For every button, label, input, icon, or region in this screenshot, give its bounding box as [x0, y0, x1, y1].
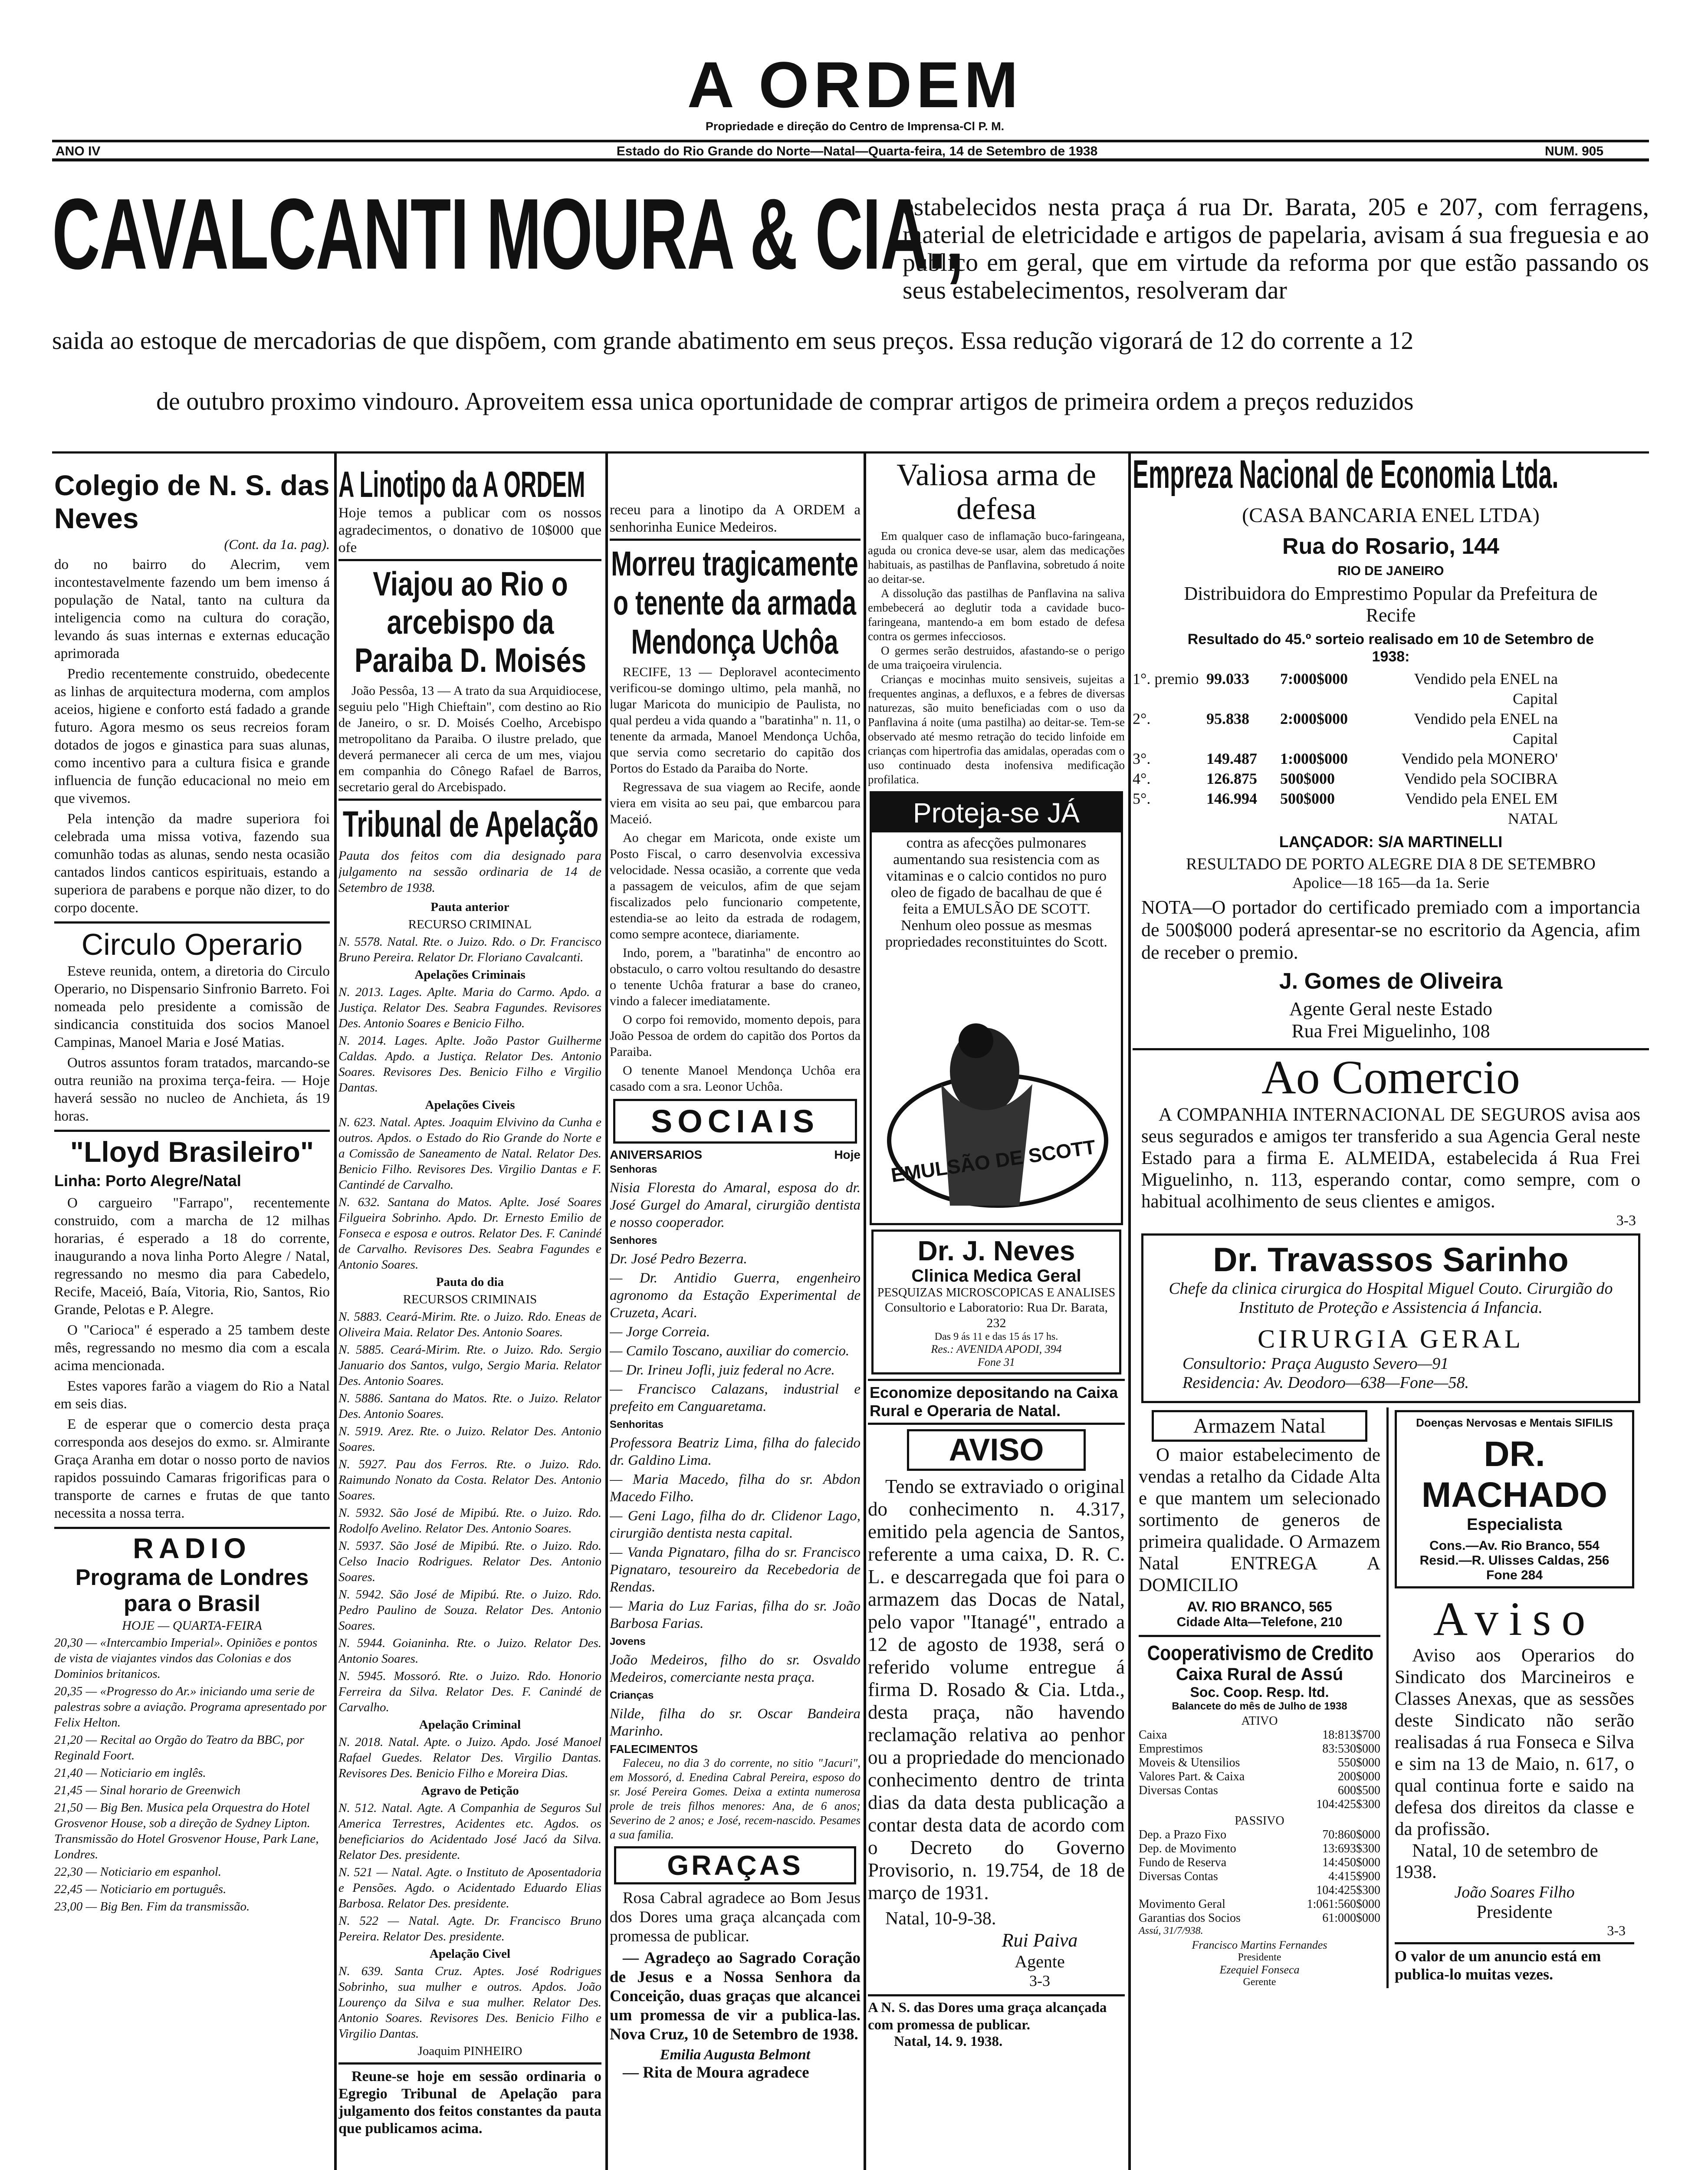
- neves-hours: Das 9 ás 11 e das 15 ás 17 hs.: [934, 1331, 1058, 1342]
- tribunal-item: N. 521 — Natal. Agte. o Instituto de Aposentadoria e Pensões. Agdo. o Acidentado Eduardo Elias Barbosa. Relator Des. presidente.: [338, 1865, 601, 1910]
- coop-subtitle-2: Soc. Coop. Resp. ltd.: [1190, 1684, 1329, 1700]
- gomes-role: Agente Geral neste Estado: [1289, 998, 1492, 1019]
- scott-brand: EMULSÃO DE SCOTT: [890, 1135, 1097, 1187]
- tribunal-item: N. 2014. Lages. Aplte. João Pastor Guilherme Caldas. Apdo. a Justiça. Relator Des. Antonio Soares. Revisores Des. Benicio Filho e Virgilio Dantas.: [338, 1034, 601, 1095]
- ativo-row: Emprestimos 83:530$000: [1139, 1742, 1380, 1756]
- radio-item: 21,40 — Noticiario em inglês.: [54, 1766, 206, 1780]
- passivo-row: Garantias dos Socios 61:000$000: [1139, 1911, 1380, 1925]
- empresa-title: Empreza Nacional de Economia Ltda.: [1133, 452, 1559, 496]
- neves-consultorio: Consultorio e Laboratorio: Rua Dr. Barata, 232: [884, 1300, 1108, 1330]
- comercio-text: A COMPANHIA INTERNACIONAL DE SEGUROS avisa aos seus segurados e amigos ter transferido a sua Agencia Geral neste Estado para a firma E. ALMEIDA, estabelecida á Rua Frei Miguelinho, n. 113, esperando contar, como sempre, com o habitual acolhimento de seus clientes e amigos.: [1141, 1105, 1640, 1212]
- ativo-row: Caixa 18:813$700: [1139, 1728, 1380, 1742]
- radio-item: 21,45 — Sinal horario de Greenwich: [54, 1783, 241, 1797]
- tribunal-item: Apelações Criminais: [414, 968, 526, 982]
- tribunal-item: N. 5945. Mossoró. Rte. o Juizo. Rdo. Honorio Ferreira da Silva. Relator Des. F. Canindé de Carvalho.: [338, 1669, 601, 1714]
- newspaper-title: A ORDEM: [687, 48, 1023, 121]
- tribunal-item: Joaquim PINHEIRO: [417, 2044, 522, 2058]
- ativo-label: ATIVO: [1241, 1714, 1278, 1728]
- tribunal-item: RECURSOS CRIMINAIS: [403, 1292, 537, 1306]
- valiosa-text-2: A dissolução das pastilhas de Panflavina na saliva embebecerá ao deglutir toda a cavidade buco-faringeana, mantendo-a em bom estado de defesa contra os germes infecciosos.: [868, 587, 1125, 643]
- tribunal-item: Pauta anterior: [430, 900, 509, 914]
- valiosa-text-3: O germes serão destruidos, afastando-se o perigo de uma traiçoeira virulencia.: [868, 644, 1125, 671]
- tribunal-item: N. 5944. Goianinha. Rte. o Juizo. Relator Des. Antonio Soares.: [338, 1636, 601, 1666]
- valiosa-text-1: Em qualquer caso de inflamação buco-faringeana, aguda ou cronica deve-se usar, alem das medicações habituais, as pastilhas de Panflavina, sobretudo á noite ao deitar-se.: [868, 529, 1125, 585]
- falecimentos-label: FALECIMENTOS: [610, 1743, 698, 1756]
- coop-role-2: Gerente: [1243, 1976, 1276, 1988]
- colegio-text-3: Pela intenção da madre superiora foi celebrada uma missa votiva, fazendo sua comunhão todas as alunas, sendo nesta ocasião cantados lindos canticos espirituais, estando a superiora de parabens e porque não dizer, to do corpo docente.: [54, 811, 330, 916]
- radio-item: 21,20 — Recital ao Orgão do Teatro da BBC, por Reginald Foort.: [54, 1733, 304, 1762]
- masthead: [0, 0, 1708, 182]
- radio-title: RADIO: [133, 1532, 251, 1564]
- scott-ad: [870, 791, 1123, 1225]
- valiosa-text-4: Crianças e mocinhas muito sensiveis, sujeitas a frequentes anginas, a defluxos, e a febres de diversas naturezas, são muito beneficiadas com o uso da Panflavina á noite (uma pastilha) ao deitar-se. Tem-se observado até mesmo retração do tecido linfoide em crianças com hipertrofia das amidalas, operadas com o uso continuado desta inofensiva medificação profilatica.: [868, 673, 1125, 786]
- lloyd-text-3: Estes vapores farão a viagem do Rio a Natal em seis dias.: [54, 1378, 330, 1412]
- lancador: LANÇADOR: S/A MARTINELLI: [1279, 833, 1503, 851]
- apolice: Apolice—18 165—da 1a. Serie: [1292, 874, 1489, 891]
- armazem-text: O maior estabelecimento de vendas a retalho da Cidade Alta e que mantem um selecionado sortimento de generos de primeira qualidade. O Armazem Natal ENTREGA A DOMICILIO: [1139, 1445, 1380, 1595]
- sociais-item: João Medeiros, filho do sr. Osvaldo Medeiros, comerciante nesta praça.: [610, 1652, 861, 1685]
- sociais-list: [610, 1162, 861, 1740]
- empresa-distributor: Distribuidora do Emprestimo Popular da Prefeitura de Recife: [1184, 583, 1598, 626]
- gracas-title: GRAÇAS: [614, 1846, 856, 1884]
- sociais-item: — Dr. Antidio Guerra, engenheiro agronomo da Estação Experimental de Cruzeta, Acari.: [610, 1270, 861, 1321]
- neves-phone: Fone 31: [978, 1356, 1015, 1368]
- passivo-row: 104:425$300: [1316, 1884, 1380, 1897]
- sociais-item: Nisia Floresta do Amaral, esposa do dr. José Gurgel do Amaral, cirurgião dentista e nosso cooperador.: [610, 1180, 861, 1230]
- tribunal-item: N. 2013. Lages. Aplte. Maria do Carmo. Apdo. a Justiça. Relator Des. Seabra Fagundes. Revisores Des. Antonio Soares e Benicio Filho.: [338, 985, 601, 1030]
- tribunal-item: N. 639. Santa Cruz. Aptes. José Rodrigues Sobrinho, sua mulher e outros. Apdos. João Lourenço da Silva e sua mulher. Relator Des. Antonio Soares. Revisores Des. Benicio Filho e Virgilio Dantas.: [338, 1964, 601, 2041]
- sociais-item: — Vanda Pignataro, filha do sr. Francisco Pignataro, tesoureiro da Recebedoria de Rendas.: [610, 1545, 861, 1595]
- circulo-text-1: Esteve reunida, ontem, a diretoria do Circulo Operario, no Dispensario Sinfronio Barreto. Foi nomeada pelo presidente a comissão de sindicancia constituida dos socios Manoel Campinas, Manoel Maria e José Matias.: [54, 963, 330, 1050]
- sarinho-ad: [1141, 1233, 1640, 1403]
- tribunal-item: N. 5883. Ceará-Mirim. Rte. o Juizo. Rdo. Eneas de Oliveira Maia. Relator Des. Antonio Soares.: [338, 1310, 601, 1339]
- sociais-item: — Dr. Irineu Jofli, juiz federal no Acre.: [610, 1362, 835, 1378]
- colegio-title: Colegio de N. S. das Neves: [54, 469, 330, 534]
- morreu-text-5: O corpo foi removido, momento depois, para João Pessoa de ordem do capitão dos Portos da Paraiba.: [610, 1013, 861, 1059]
- neves-text: PESQUIZAS MICROSCOPICAS E ANALISES: [877, 1286, 1116, 1299]
- comercio-number: 3-3: [1616, 1213, 1636, 1229]
- sarinho-surgery: CIRURGIA GERAL: [1258, 1325, 1524, 1353]
- column-5: [1133, 451, 1649, 2170]
- radio-item: 20,30 — «Intercambio Imperial». Opiniões e pontos de vista de viajantes vindos das Colonias e dos Dominios britanicos.: [54, 1636, 318, 1681]
- machado-ad: [1395, 1410, 1634, 1588]
- morreu-text-1: RECIFE, 13 — Deploravel acontecimento verificou-se domingo ultimo, pela manhã, no lugar Maricota do municipio de Paulista, no qual perdeu a vida quando a "baratinha" n. 11, o tenente da armada, Manoel Mendonça Uchôa, que servia como secretario do capitão dos Portos do Estado da Paraiba do Norte.: [610, 665, 861, 776]
- empresa-city: RIO DE JANEIRO: [1337, 564, 1444, 578]
- tribunal-item: N. 632. Santana do Matos. Aplte. José Soares Filgueira Sobrinho. Apdo. Dr. Ernesto Emilio de Fonseca e esposa e outros. Relator Des. F. Canindé de Carvalho. Revisores Des. Seabra Fagundes e Antonio Soares.: [338, 1195, 601, 1272]
- tribunal-item: N. 5578. Natal. Rte. o Juizo. Rdo. o Dr. Francisco Bruno Pereira. Relator Dr. Floriano Cavalcanti.: [338, 935, 601, 964]
- coop-role-1: Presidente: [1238, 1952, 1281, 1963]
- sarinho-residence: Residencia: Av. Deodoro—638—Fone—58.: [1182, 1374, 1469, 1392]
- tribunal-item: N. 5886. Santana do Matos. Rte. o Juizo. Relator Des. Antonio Soares.: [338, 1391, 601, 1421]
- sarinho-text: Chefe da clinica cirurgica do Hospital Miguel Couto. Cirurgião do Instituto de Proteção e Assistencia á Infancia.: [1169, 1279, 1613, 1317]
- year-label: ANO IV: [56, 144, 101, 158]
- radio-day: HOJE — QUARTA-FEIRA: [122, 1618, 262, 1633]
- column-3: [610, 501, 861, 2170]
- viajou-text: João Pessôa, 13 — A trato da sua Arquidiocese, seguiu pelo "High Chieftain", com destino ao Rio de Janeiro, o sr. D. Moisés Coelho, Arcebispo metropolitano da Paraiba. O ilustre prelado, que deverá permanecer ali cerca de um mes, viajou em companhia do Cônego Rafael de Barros, secretario geral do Arcebispado.: [338, 683, 601, 801]
- tribunal-item: Apelação Civel: [429, 1947, 511, 1961]
- radio-program-list: [54, 1635, 330, 1914]
- tribunal-item: N. 2018. Natal. Apte. o Juizo. Apdo. José Manoel Rafael Guedes. Relator Des. Virgilio Dantas. Revisores Des. Benicio Filho e Moreira Dias.: [338, 1735, 601, 1780]
- gomes-address: Rua Frei Miguelinho, 108: [1291, 1020, 1490, 1042]
- aviso2-signature: João Soares Filho: [1454, 1883, 1575, 1901]
- gomes-name: J. Gomes de Oliveira: [1279, 969, 1503, 994]
- graca-date: Natal, 14. 9. 1938.: [894, 2034, 1003, 2049]
- aviso2-date: Natal, 10 de setembro de 1938.: [1395, 1841, 1598, 1882]
- linotipo-title: A Linotipo da A ORDEM: [338, 464, 585, 505]
- gracas-text-2: — Agradeço ao Sagrado Coração de Jesus e a Nossa Senhora da Conceição, duas graças que alcancei um promessa de vir a publica-las. Nova Cruz, 10 de Setembro de 1938.: [610, 1949, 861, 2043]
- gracas-signature: Emilia Augusta Belmont: [660, 2047, 811, 2063]
- sociais-item: Jovens: [610, 1636, 646, 1647]
- coop-signature-2: Ezequiel Fonseca: [1219, 1963, 1300, 1976]
- lloyd-text-4: E de esperar que o comercio desta praça corresponda aos desejos do exmo. sr. Almirante Graça Aranha em dotar o nosso porto de navios rapidos possuindo Camaras frigorificas para o transporte de carnes e frutas de que tanto necessita a nossa terra.: [54, 1417, 330, 1521]
- tribunal-item: N. 522 — Natal. Agte. Dr. Francisco Bruno Pereira. Relator Des. presidente.: [338, 1914, 601, 1943]
- linotipo-text-cont: receu para a linotipo da A ORDEM a senhorinha Eunice Medeiros.: [610, 501, 861, 541]
- lloyd-subtitle: Linha: Porto Alegre/Natal: [54, 1172, 241, 1190]
- morreu-text-3: Ao chegar em Maricota, onde existe um Posto Fiscal, o carro desenvolvia excessiva velocidade. Nessa ocasião, a corrente que veda a passagem de veiculos, afim de que sejam fiscalizados pelo funcionario competente, estendia-se ao leito da estrada de rodagem, como sempre acontece, diariamente.: [610, 831, 861, 941]
- machado-consultorio: Cons.—Av. Rio Branco, 554: [1429, 1539, 1600, 1553]
- sociais-item: Crianças: [610, 1690, 654, 1701]
- tribunal-item: Pauta do dia: [436, 1275, 504, 1289]
- machado-title: DR. MACHADO: [1421, 1434, 1608, 1515]
- neves-ad: [871, 1230, 1121, 1374]
- aviso-text: Tendo se extraviado o original do conhecimento n. 4.317, emitido pela agencia de Santos, referente a uma caixa, D. R. C. L. e descarregada que foi para o armazem das Docas de Natal, pelo vapor "Itanagé", entrado a 12 de agosto de 1938, será o referido volume entregue á firma D. Rosado & Cia. Ltda., desta praça, não havendo reclamação relativa ao penhor ou a propriedade do mencionado conhecimento dentro de trinta dias da data desta publicação a contar desta data de acordo com o Decreto do Governo Provisorio, n. 19.754, de 18 de março de 1931.: [868, 1476, 1125, 1904]
- sociais-item: Senhores: [610, 1235, 657, 1246]
- sociais-item: — Francisco Calazans, industrial e prefeito em Canguaretama.: [610, 1381, 861, 1414]
- sociais-item: Senhoritas: [610, 1419, 664, 1430]
- ativo-row: Diversas Contas 600$500: [1139, 1784, 1380, 1797]
- colegio-text-2: Predio recentemente construido, obedecente as linhas de arquitectura moderna, com amplos aceios, higiene e conforto está fadado a grande futuro. Agora mesmo os seus recreios foram dotados de jogos e ginastica para suas alunas, como incentivo para a cultura fisica e grande influencia de função educacional no meio em que vivemos.: [54, 666, 330, 806]
- radio-subtitle: Programa de Londres para o Brasil: [75, 1565, 309, 1616]
- aviso-signature: Rui Paiva: [1002, 1930, 1078, 1951]
- colegio-text-1: do no bairro do Alecrim, vem incontestavelmente fazendo um bem imenso á população de Natal, tanto na cultura da inteligencia como na cultura do coração, levando ás suas internas e externas educação aprimorada: [54, 557, 330, 661]
- tribunal-item: N. 5937. São José de Mipibú. Rte. o Juizo. Rdo. Celso Inacio Rodrigues. Relator Des. Antonio Soares.: [338, 1539, 601, 1584]
- premio-row: 4°. 126.875 500$000 Vendido pela SOCIBRA: [1133, 770, 1558, 787]
- tribunal-item: Apelações Civeis: [425, 1098, 515, 1112]
- sociais-item: Senhoras: [610, 1164, 657, 1175]
- scott-text: contra as afecções pulmonares aumentando sua resistencia com as vitaminas e o calcio contidos no puro oleo de figado de bacalhau de que é feita a EMULSÃO DE SCOTT. Nenhum oleo possue as mesmas propriedades reconstituintes do Scott.: [885, 835, 1107, 950]
- passivo-table: [1139, 1828, 1380, 1925]
- tribunal-item: N. 623. Natal. Aptes. Joaquim Elvivino da Cunha e outros. Apdos. o Estado do Rio Grande do Norte e a Comissão de Saneamento de Natal. Relator Des. Benicio Filho. Revisores Des. Virgilio Dantas e F. Cantindé de Carvalho.: [338, 1115, 601, 1192]
- linotipo-text: Hoje temos a publicar com os nossos agradecimentos, o donativo de 10$000 que ofe: [338, 504, 601, 561]
- column-1: [54, 469, 330, 2170]
- sociais-item: Professora Beatriz Lima, filha do falecido dr. Galdino Lima.: [610, 1435, 861, 1468]
- ativo-row: 104:425$300: [1316, 1798, 1380, 1811]
- machado-specialties: Doenças Nervosas e Mentais SIFILIS: [1416, 1416, 1613, 1429]
- morreu-title: Morreu tragicamente o tenente da armada Mendonça Uchôa: [611, 544, 858, 661]
- passivo-row: Dep. a Prazo Fixo 70:860$000: [1139, 1828, 1380, 1841]
- tribunal-item: Apelação Criminal: [419, 1718, 521, 1732]
- premio-row: 1°. premio 99.033 7:000$000 Vendido pela ENEL na Capital: [1133, 670, 1558, 707]
- hoje-label: Hoje: [834, 1148, 861, 1161]
- lloyd-text-1: O cargueiro "Farrapo", recentemente construido, com a marcha de 12 milhas horarias, é esperado a 18 do corrente, inaugurando a nova linha Porto Alegre / Natal, regressando no mesmo dia para Cabedelo, Recife, Maceió, Baía, Vitoria, Rio, Santos, Rio Grande, Pelotas e P. Alegre.: [54, 1195, 330, 1318]
- economize-text: Economize depositando na Caixa Rural e Operaria de Natal.: [868, 1379, 1125, 1425]
- sociais-item: Nilde, filha do sr. Oscar Bandeira Marinho.: [610, 1706, 861, 1739]
- circulo-title: Circulo Operario: [81, 927, 303, 961]
- radio-item: 22,30 — Noticiario em espanhol.: [54, 1865, 222, 1879]
- passivo-row: Movimento Geral 1:061:560$000: [1139, 1897, 1380, 1911]
- sociais-item: — Geni Lago, filha do dr. Clidenor Lago, cirurgião dentista nesta capital.: [610, 1508, 861, 1541]
- passivo-label: PASSIVO: [1235, 1814, 1284, 1828]
- radio-item: 22,45 — Noticiario em português.: [54, 1882, 227, 1896]
- sarinho-title: Dr. Travassos Sarinho: [1213, 1240, 1569, 1279]
- tribunal-item: N. 5932. São José de Mipibú. Rte. o Juizo. Rdo. Rodolfo Avelino. Relator Des. Antonio Soares.: [338, 1506, 601, 1535]
- scott-title: Proteja-se JÁ: [872, 793, 1121, 832]
- aviso2-text: Aviso aos Operarios do Sindicato dos Marcineiros e Classes Anexas, que as sessões deste Sindicato não serão realisadas á rua Fonseca e Silva e sim na 13 de Maio, n. 617, o qual continua forte e saido na defesa dos direitos da classe e da profissão.: [1395, 1645, 1634, 1839]
- radio-item: 21,50 — Big Ben. Musica pela Orquestra do Hotel Grosvenor House, sob a direção de Sydney Lipton. Transmissão do Hotel Grosvenor House, Park Lane, Londres.: [54, 1801, 319, 1861]
- issue-number: NUM. 905: [1545, 144, 1604, 158]
- cavalcanti-ad: [52, 167, 1649, 447]
- armazem-address: AV. RIO BRANCO, 565: [1187, 1599, 1332, 1614]
- ativo-table: [1139, 1728, 1380, 1812]
- coop-subtitle: Caixa Rural de Assú: [1176, 1665, 1343, 1684]
- colegio-cont: (Cont. da 1a. pag).: [224, 536, 330, 552]
- radio-item: 20,35 — «Progresso do Ar.» iniciando uma serie de palestras sobre a aviação. Programa apresentado por Felix Helton.: [54, 1684, 327, 1729]
- machado-subtitle: Especialista: [1467, 1516, 1562, 1534]
- sociais-item: — Jorge Correia.: [610, 1324, 710, 1340]
- gracas-text-3: — Rita de Moura agradece: [623, 2064, 809, 2081]
- tribunal-item: N. 5885. Ceará-Mirim. Rte. o Juizo. Rdo. Sergio Januario dos Santos, vulgo, Sergio Maria. Relator Des. Antonio Soares.: [338, 1343, 601, 1388]
- coop-title: Cooperativismo de Credito: [1147, 1642, 1374, 1665]
- tribunal-closing: Reune-se hoje em sessão ordinaria o Egregio Tribunal de Apelação para julgamento dos feitos constantes da pauta que publicamos acima.: [338, 2062, 601, 2137]
- neves-subtitle: Clinica Medica Geral: [911, 1266, 1081, 1286]
- ativo-row: Moveis & Utensilios 550$000: [1139, 1756, 1380, 1769]
- ativo-row: Valores Part. & Caixa 200$000: [1139, 1770, 1380, 1783]
- col-rule-1: [334, 454, 337, 2170]
- tribunal-item: N. 5942. São José de Mipibú. Rte. o Juizo. Rdo. Pedro Paulino de Souza. Relator Des. Antonio Soares.: [338, 1588, 601, 1633]
- morreu-text-6: O tenente Manoel Mendonça Uchôa era casado com a sra. Leonor Uchôa.: [610, 1063, 861, 1094]
- tribunal-item: N. 512. Natal. Agte. A Companhia de Seguros Sul America Terrestres, Acidentes etc. Agdos. os beneficiarios do Acidentado José Jacó da Silva. Relator Des. presidente.: [338, 1801, 601, 1862]
- premios-table: [1133, 669, 1649, 829]
- col-rule-3: [864, 454, 866, 2170]
- empresa-subtitle: (CASA BANCARIA ENEL LTDA): [1242, 504, 1540, 527]
- cavalcanti-line3: de outubro proximo vindouro. Aproveitem essa unica oportunidade de comprar artigos de primeira ordem a preços reduzidos: [156, 387, 1414, 415]
- aniversarios-label: ANIVERSARIOS: [610, 1148, 703, 1161]
- masthead-subtitle: Propriedade e direção do Centro de Imprensa-Cl P. M.: [705, 120, 1005, 133]
- neves-title: Dr. J. Neves: [917, 1235, 1075, 1266]
- scott-fisherman-icon: [876, 1023, 1119, 1223]
- sociais-title: SOCIAIS: [613, 1099, 857, 1144]
- col-rule-2: [605, 454, 608, 2170]
- valor-text: O valor de um anuncio está em publica-lo muitas vezes.: [1395, 1942, 1634, 1983]
- viajou-title: Viajou ao Rio o arcebispo da Paraiba D. Moisés: [354, 565, 587, 679]
- radio-item: 23,00 — Big Ben. Fim da transmissão.: [54, 1900, 250, 1914]
- coop-signature-1: Francisco Martins Fernandes: [1192, 1939, 1327, 1951]
- coop-balance: Balancete do mês de Julho de 1938: [1172, 1700, 1347, 1712]
- date-line: Estado do Rio Grande do Norte—Natal—Quarta-feira, 14 de Setembro de 1938: [616, 144, 1098, 158]
- valiosa-title: Valiosa arma de defesa: [897, 458, 1096, 526]
- tribunal-list: [338, 899, 601, 2059]
- tribunal-item: N. 5919. Arez. Rte. o Juizo. Relator Des. Antonio Soares.: [338, 1424, 601, 1454]
- armazem-phone: Cidade Alta—Telefone, 210: [1176, 1615, 1343, 1629]
- armazem-title: Armazem Natal: [1152, 1410, 1367, 1442]
- passivo-row: Dep. de Movimento 13:693$300: [1139, 1842, 1380, 1855]
- aviso-role: Agente: [1015, 1952, 1065, 1971]
- tribunal-title: Tribunal de Apelação: [342, 804, 599, 845]
- comercio-title: Ao Comercio: [1261, 1051, 1520, 1104]
- tribunal-item: RECURSO CRIMINAL: [408, 917, 532, 931]
- morreu-text-2: Regressava de sua viagem ao Recife, aonde viera em visita ao seu pai, que embarcou para Maceió.: [610, 780, 861, 826]
- coop-date: Assú, 31/7/938.: [1139, 1925, 1203, 1937]
- sarinho-consultorio: Consultorio: Praça Augusto Severo—91: [1182, 1355, 1449, 1373]
- sociais-item: — Maria do Luz Farias, filha do sr. João Barbosa Farias.: [610, 1598, 861, 1631]
- empresa-result: Resultado do 45.º sorteio realisado em 10 de Setembro de 1938:: [1187, 631, 1594, 665]
- empresa-address: Rua do Rosario, 144: [1282, 534, 1499, 559]
- graca-text: A N. S. das Dores uma graça alcançada com promessa de publicar.: [868, 1994, 1125, 2034]
- premio-row: 5°. 146.994 500$000 Vendido pela ENEL EM NATAL: [1133, 790, 1558, 827]
- sociais-item: — Maria Macedo, filha do sr. Abdon Macedo Filho.: [610, 1472, 861, 1505]
- aviso2-role: Presidente: [1476, 1902, 1553, 1922]
- passivo-row: Fundo de Reserva 14:450$000: [1139, 1856, 1380, 1869]
- passivo-row: Diversas Contas 4:415$900: [1139, 1870, 1380, 1883]
- aviso2-title: Aviso: [1433, 1592, 1596, 1645]
- cavalcanti-lead: estabelecidos nesta praça á rua Dr. Barata, 205 e 207, com ferragens, material de eletricidade e artigos de papelaria, avisam á sua freguesia e ao publico em geral, que em virtude da reforma por que estão passando os seus estabelecimentos, resolveram dar: [903, 193, 1649, 304]
- gracas-text-1: Rosa Cabral agradece ao Bom Jesus dos Dores uma graça alcançada com promessa de publicar.: [610, 1889, 861, 1945]
- lloyd-title: "Lloyd Brasileiro": [70, 1136, 314, 1168]
- premio-row: 3°. 149.487 1:000$000 Vendido pela MONERO': [1133, 750, 1558, 767]
- premio-row: 2°. 95.838 2:000$000 Vendido pela ENEL na Capital: [1133, 710, 1558, 747]
- resultado-porto-alegre: RESULTADO DE PORTO ALEGRE DIA 8 DE SETEMBRO: [1186, 855, 1596, 873]
- falecimentos-text: Faleceu, no dia 3 do corrente, no sitio "Jacuri", em Mossoró, d. Enedina Cabral Pereira, esposo do sr. José Pereira Gomes. Deixa a extinta numerosa prole de treis filhos menores: Ana, de 6 anos; Severino de 2 anos; e José, recem-nascido. Pesames a sua familia.: [610, 1756, 861, 1841]
- machado-residence: Resid.—R. Ulisses Caldas, 256: [1419, 1553, 1609, 1568]
- sociais-item: — Camilo Toscano, auxiliar do comercio.: [610, 1343, 850, 1359]
- cavalcanti-name: CAVALCANTI MOURA & CIA.,: [52, 178, 964, 290]
- aviso-date: Natal, 10-9-38.: [885, 1909, 996, 1929]
- aviso2-number: 3-3: [1607, 1923, 1626, 1938]
- sociais-item: Dr. José Pedro Bezerra.: [610, 1251, 747, 1267]
- nota-text: NOTA—O portador do certificado premiado com a importancia de 500$000 poderá apresentar-se no escritorio da Agencia, afim de receber o premio.: [1141, 897, 1640, 963]
- tribunal-intro: Pauta dos feitos com dia designado para julgamento na sessão ordinaria de 14 de Setembro de 1938.: [338, 848, 601, 895]
- cavalcanti-line2: saida ao estoque de mercadorias de que dispõem, com grande abatimento em seus preços. Essa redução vigorará de 12 do corrente a 12: [52, 326, 1414, 355]
- tribunal-item: N. 5927. Pau dos Ferros. Rte. o Juizo. Rdo. Raimundo Nonato da Costa. Relator Des. Antonio Soares.: [338, 1457, 601, 1503]
- col-rule-4: [1128, 454, 1131, 2170]
- machado-phone: Fone 284: [1486, 1568, 1543, 1582]
- morreu-text-4: Indo, porem, a "baratinha" de encontro ao obstaculo, o carro voltou resultando do desastre o tenente Uchôa fraturar a base do craneo, vindo a falecer imediatamente.: [610, 946, 861, 1008]
- column-2: [338, 464, 601, 2170]
- lloyd-text-2: O "Carioca" é esperado a 25 tambem deste mês, regressando no mesmo dia com a escala acima mencionada.: [54, 1322, 330, 1374]
- aviso-title: AVISO: [907, 1429, 1086, 1471]
- column-4: [868, 458, 1125, 2170]
- circulo-text-2: Outros assuntos foram tratados, marcando-se outra reunião na proxima terça-feira. — Hoje haverá sessão no nucleo de Anchieta, ás 19 horas.: [54, 1055, 330, 1124]
- aviso-number: 3-3: [1029, 1972, 1050, 1989]
- tribunal-item: Agravo de Petição: [421, 1784, 519, 1798]
- neves-residence: Res.: AVENIDA APODI, 394: [931, 1343, 1062, 1355]
